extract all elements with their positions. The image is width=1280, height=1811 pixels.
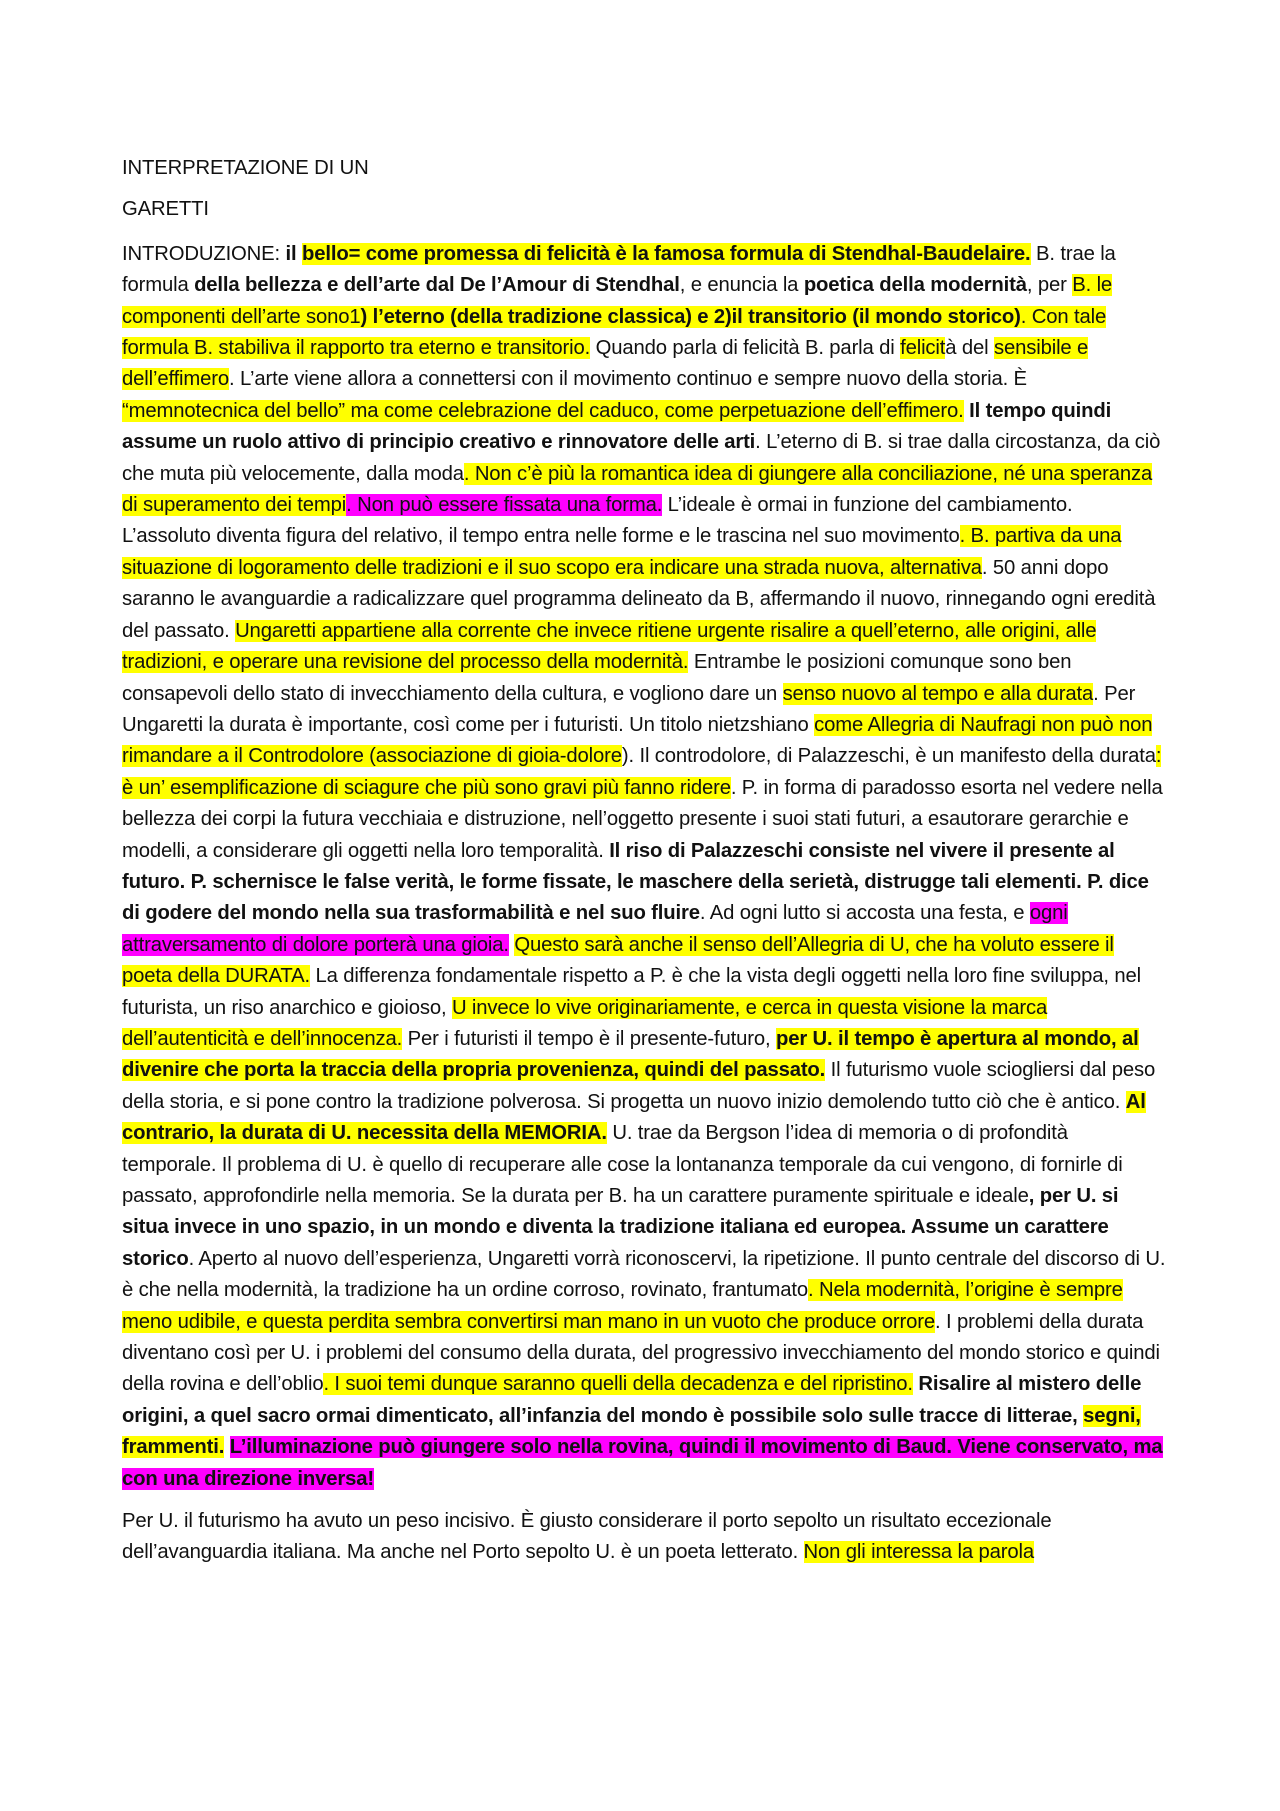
document-title-line-1: INTERPRETAZIONE DI UN xyxy=(122,157,369,179)
paragraph-futurismo xyxy=(122,1506,1166,1569)
text-run: Entrambe le posizioni comunque sono ben consapevoli dello stato di invecchiamento della cultura, e vogliono dare un xyxy=(122,651,1072,705)
yellow-highlight-text: Non gli interessa la parola xyxy=(803,1541,1034,1564)
document-body xyxy=(122,153,1166,1569)
yellow-highlight-text: U invece lo vive originariamente, e cerca in questa visione la marca dell’autenticità e dell’innocenza. xyxy=(122,996,1048,1050)
yellow-highlight-text: . Con tale formula B. stabiliva il rapporto tra eterno e transitorio. xyxy=(122,305,1107,360)
yellow-highlight-text: Ungaretti appartiene alla corrente che invece ritiene urgente risalire a quell’eterno, alle origini, alle tradizioni, e operare una revisione del processo della modernità. xyxy=(122,619,1097,674)
bold-text: il xyxy=(285,242,302,265)
magenta-highlight-text: . Non può essere fissata una forma. xyxy=(346,494,663,517)
yellow-highlight-text: come Allegria di Naufragi non può non rimandare a il Controdolore (associazione di gioia-dolore xyxy=(122,713,1153,768)
text-run: U. trae da Bergson l’idea di memoria o di profondità temporale. Il problema di U. è quello di recuperare alle cose la lontananza temporale da cui vengono, di fornirle di passato, approfondirle nella memoria. Se la durata per B. ha un carattere puramente spirituale e ideale xyxy=(122,1122,1123,1207)
bold-text: Il riso di Palazzeschi consiste nel vivere il presente al futuro. P. schernisce le false verità, le forme fissate, le maschere della serietà, distrugge tali elementi. P. dice di godere del mondo nella sua trasformabilità e nel suo fluire xyxy=(122,839,1149,925)
paragraph-introduzione xyxy=(122,239,1166,1495)
text-run: B. trae la formula xyxy=(122,242,1116,297)
yellow-highlight-text: per U. il tempo è apertura al mondo, al divenire che porta la traccia della propria provenienza, quindi del passato. xyxy=(122,1027,1139,1082)
text-run: . L’arte viene allora a connettersi con il movimento continuo e sempre nuovo della storia. È xyxy=(229,368,1027,391)
text-run: ). Il controdolore, di Palazzeschi, è un manifesto della durata xyxy=(621,745,1156,768)
text-run: , per xyxy=(1026,274,1073,297)
text-run: . L’eterno di B. si trae dalla circostanza, da ciò che muta più velocemente, dalla moda xyxy=(122,431,1161,485)
yellow-highlight-text: . Non c’è più la romantica idea di giungere alla conciliazione, né una speranza di superamento dei tempi xyxy=(122,462,1153,517)
bold-text xyxy=(224,1436,230,1458)
text-run: . Ad ogni lutto si accosta una festa, e xyxy=(699,902,1030,925)
bold-text: Risalire al mistero delle origini, a quel sacro ormai dimenticato, all’infanzia del mondo è possibile solo sulle tracce di litterae, xyxy=(122,1373,1142,1427)
text-run: . I problemi della durata diventano così per U. i problemi del consumo della durata, del progressivo invecchiamento del mondo storico e quindi della rovina e dell’oblio xyxy=(122,1310,1160,1396)
text-run: INTRODUZIONE: xyxy=(122,242,286,265)
text-run: Quando parla di felicità B. parla di xyxy=(590,337,901,360)
yellow-highlight-text: . Nela modernità, l’origine è sempre meno udibile, e questa perdita sembra convertirsi man mano in un vuoto che produce orrore xyxy=(122,1279,1123,1333)
text-run: . Per Ungaretti la durata è importante, così come per i futuristi. Un titolo nietzshiano xyxy=(122,682,1136,736)
magenta-highlight-text: L’illuminazione può giungere solo nella rovina, quindi il movimento di Baud. Viene conservato, ma con una direzione inversa! xyxy=(122,1436,1163,1490)
yellow-highlight-text: segni, frammenti. xyxy=(122,1404,1141,1459)
yellow-highlight-text: Questo sarà anche il senso dell’Allegria di U, che ha voluto essere il poeta della DURATA. xyxy=(122,933,1114,988)
text-run: , e enuncia la xyxy=(679,274,804,297)
bold-text: Il tempo quindi assume un ruolo attivo di principio creativo e rinnovatore delle arti xyxy=(122,399,1112,454)
text-run: L’ideale è ormai in funzione del cambiamento. L’assoluto diventa figura del relativo, il tempo entra nelle forme e le trascina nel suo movimento xyxy=(122,494,1073,548)
bold-text: della bellezza e dell’arte dal De l’Amour di Stendhal xyxy=(194,274,680,297)
text-run: à del xyxy=(945,337,994,360)
text-run: . 50 anni dopo saranno le avanguardie a radicalizzare quel programma delineato da B, affermando il nuovo, rinnegando ogni eredità del passato. xyxy=(122,556,1156,642)
magenta-highlight-text: ogni attraversamento di dolore porterà una gioia. xyxy=(122,902,1068,956)
yellow-highlight-text: bello= come promessa di felicità è la famosa formula di Stendhal-Baudelaire. xyxy=(302,242,1031,265)
yellow-highlight-text: . B. partiva da una situazione di logoramento delle tradizioni e il suo scopo era indicare una strada nuova, alternativa xyxy=(122,525,1122,579)
bold-text: poetica della modernità xyxy=(803,274,1027,297)
yellow-highlight-text: senso nuovo al tempo e alla durata xyxy=(782,682,1094,705)
yellow-highlight-text: sensibile e dell’effimero xyxy=(122,337,1089,391)
yellow-highlight-text: ) l’eterno (della tradizione classica) e 2)il transitorio (il mondo storico) xyxy=(360,305,1021,328)
text-run: . Aperto al nuovo dell’esperienza, Ungaretti vorrà riconoscervi, la ripetizione. Il punto centrale del discorso di U. è che nella modernità, la tradizione ha un ordine corroso, rovinato, frantumato xyxy=(122,1247,1166,1302)
text-run: . P. in forma di paradosso esorta nel vedere nella bellezza dei corpi la futura vecchiaia e distruzione, nell’oggetto presente i suoi stati futuri, a esautorare gerarchie e modelli, a considerare gli oggetti nella loro temporalità. xyxy=(122,776,1163,862)
yellow-highlight-text: . I suoi temi dunque saranno quelli della decadenza e del ripristino. xyxy=(323,1373,913,1396)
text-run: Il futurismo vuole sciogliersi dal peso della storia, e si pone contro la tradizione polverosa. Si progetta un nuovo inizio demolendo tutto ciò che è antico. xyxy=(122,1059,1156,1113)
text-run: La differenza fondamentale rispetto a P. è che la vista degli oggetti nella loro fine sviluppa, nel futurista, un riso anarchico e gioioso, xyxy=(122,965,1142,1019)
yellow-highlight-text: B. le componenti dell’arte sono1 xyxy=(122,274,1113,328)
yellow-highlight-text: “memnotecnica del bello” ma come celebrazione del caduco, come perpetuazione dell’effimero. xyxy=(122,399,964,422)
text-run: Per U. il futurismo ha avuto un peso incisivo. È giusto considerare il porto sepolto un risultato eccezionale dell’avanguardia italiana. Ma anche nel Porto sepolto U. è un poeta letterato. xyxy=(122,1510,1052,1564)
yellow-highlight-text: Al contrario, la durata di U. necessita della MEMORIA. xyxy=(122,1090,1146,1145)
bold-text: , per U. si situa invece in uno spazio, in un mondo e diventa la tradizione italiana ed europea. Assume un carattere storico xyxy=(122,1185,1119,1270)
yellow-highlight-text: : è un’ esemplificazione di sciagure che più sono gravi più fanno ridere xyxy=(122,745,1162,799)
text-run: Per i futuristi il tempo è il presente-futuro, xyxy=(402,1027,776,1050)
document-title-line-2: GARETTI xyxy=(122,198,209,221)
yellow-highlight-text: felicit xyxy=(900,337,946,360)
